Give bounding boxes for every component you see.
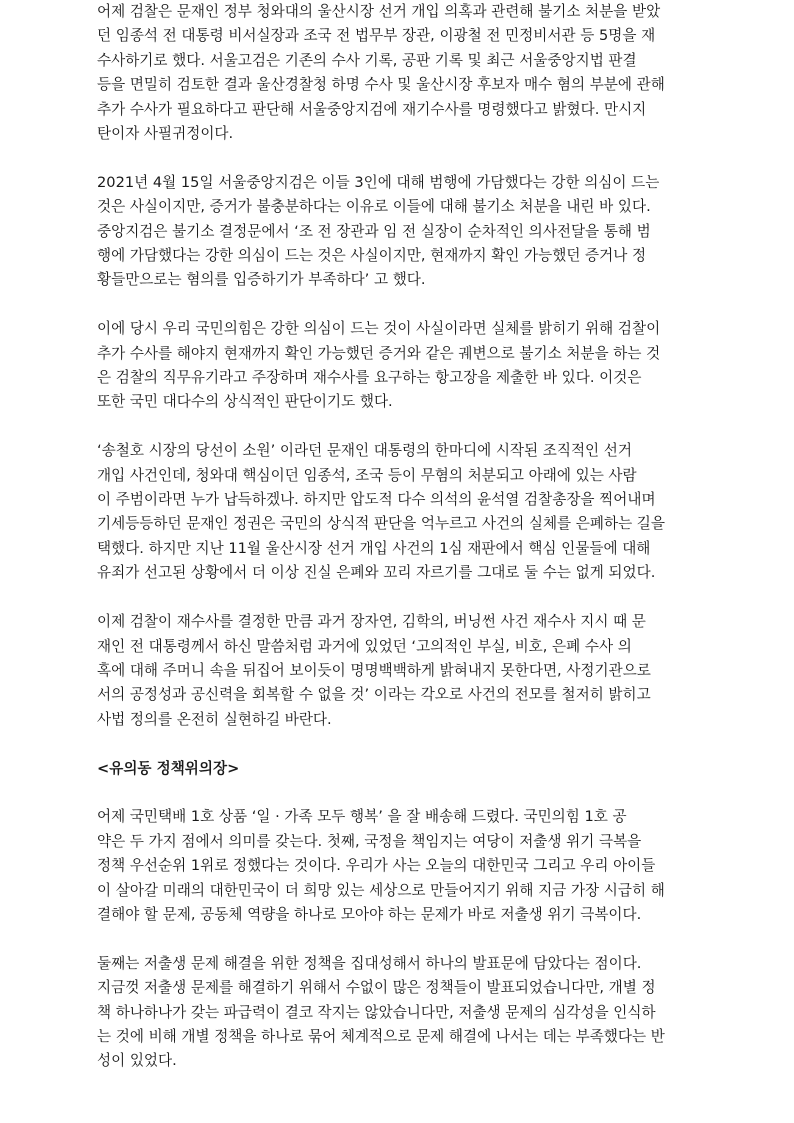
text-line: 서의 공정성과 공신력을 회복할 수 없을 것’ 이라는 각오로 사건의 전모를 철저히 밝히고 (97, 686, 651, 704)
text-line: 개입 사건인데, 청와대 핵심이던 임종석, 조국 등이 무혐의 처분되고 아래에 있는 사람 (97, 466, 637, 484)
text-line: 이 살아갈 미래의 대한민국이 더 희망 있는 세상으로 만들어지기 위해 지금 가장 시급히 해 (97, 881, 665, 899)
paragraph-1 (97, 0, 697, 146)
text-line: 어제 검찰은 문재인 정부 청와대의 울산시장 선거 개입 의혹과 관련해 불기소 처분을 받았 (97, 3, 661, 20)
paragraph-5 (97, 610, 697, 732)
text-line: 결해야 할 문제, 공동체 역량을 하나로 모아야 하는 문제가 바로 저출생 위기 극복이다. (97, 905, 642, 923)
text-line: 2021년 4월 15일 서울중앙지검은 이들 3인에 대해 범행에 가담했다는 강한 의심이 드는 (97, 173, 660, 191)
text-line: 이에 당시 우리 국민의힘은 강한 의심이 드는 것이 사실이라면 실체를 밝히기 위해 검찰이 (97, 320, 661, 338)
text-line: 황들만으로는 혐의를 입증하기가 부족하다’ 고 했다. (97, 271, 426, 289)
text-line: 약은 두 가지 점에서 의미를 갖는다. 첫째, 국정을 책임지는 여당이 저출생 위기 극복을 (97, 832, 642, 850)
text-line: 던 임종석 전 대통령 비서실장과 조국 전 법무부 장관, 이광철 전 민정비서관 등 5명을 재 (97, 27, 656, 45)
text-line: 택했다. 하지만 지난 11월 울산시장 선거 개입 사건의 1심 재판에서 핵심 인물들에 대해 (97, 539, 651, 557)
text-line: 둘째는 저출생 문제 해결을 위한 정책을 집대성해서 하나의 발표문에 담았다는 점이다. (97, 954, 642, 972)
text-line: 추가 수사가 필요하다고 판단해 서울중앙지검에 재기수사를 명령했다고 밝혔다. 만시지 (97, 100, 647, 118)
text-line: 등을 면밀히 검토한 결과 울산경찰청 하명 수사 및 울산시장 후보자 매수 혐의 부분에 관해 (97, 76, 665, 94)
text-line: 이 주범이라면 누가 납득하겠나. 하지만 압도적 다수 의석의 윤석열 검찰총장을 찍어내며 (97, 491, 656, 509)
text-line: 는 것에 비해 개별 정책을 하나로 묶어 체계적으로 문제 해결에 나서는 데는 부족했다는 반 (97, 1027, 665, 1045)
text-line: 정책 우선순위 1위로 정했다는 것이다. 우리가 사는 오늘의 대한민국 그리고 우리 아이들 (97, 857, 656, 875)
text-line: 어제 국민택배 1호 상품 ‘일 · 가족 모두 행복’ 을 잘 배송해 드렸다. 국민의힘 1호 공 (97, 808, 627, 826)
text-line: 이제 검찰이 재수사를 결정한 만큼 과거 장자연, 김학의, 버닝썬 사건 재수사 지시 때 문 (97, 613, 646, 631)
text-line: 것은 사실이지만, 증거가 불충분하다는 이유로 이들에 대해 불기소 처분을 내린 바 있다. (97, 198, 651, 216)
text-line: ‘송철호 시장의 당선이 소원’ 이라던 문재인 대통령의 한마디에 시작된 조직적인 선거 (97, 442, 632, 460)
paragraph-6 (97, 805, 697, 927)
document-body (97, 0, 697, 1074)
text-line: 탄이자 사필귀정이다. (97, 125, 234, 143)
text-line: 성이 있었다. (97, 1052, 177, 1070)
text-line: 사법 정의를 온전히 실현하길 바란다. (97, 710, 332, 728)
text-line: 또한 국민 대다수의 상식적인 판단이기도 했다. (97, 393, 393, 411)
text-line: 기세등등하던 문재인 정권은 국민의 상식적 판단을 억누르고 사건의 실체를 은폐하는 길을 (97, 515, 666, 533)
paragraph-3 (97, 317, 697, 415)
text-line: 추가 수사를 해야지 현재까지 확인 가능했던 증거와 같은 궤변으로 불기소 처분을 하는 것 (97, 344, 661, 362)
section-heading (97, 757, 697, 781)
paragraph-2 (97, 171, 697, 293)
text-line: 유죄가 선고된 상황에서 더 이상 진실 은폐와 꼬리 자르기를 그대로 둘 수는 없게 되었다. (97, 564, 656, 582)
text-line: 재인 전 대통령께서 하신 말씀처럼 과거에 있었던 ‘고의적인 부실, 비호, 은폐 수사 의 (97, 637, 632, 655)
text-line: 행에 가담했다는 강한 의심이 드는 것은 사실이지만, 현재까지 확인 가능했던 증거나 정 (97, 247, 647, 265)
text-line: 혹에 대해 주머니 속을 뒤집어 보이듯이 명명백백하게 밝혀내지 못한다면, 사정기관으로 (97, 661, 651, 679)
paragraph-4 (97, 439, 697, 585)
text-line: 책 하나하나가 갖는 파급력이 결코 작지는 않았습니다만, 저출생 문제의 심각성을 인식하 (97, 1003, 656, 1021)
text-line: 중앙지검은 불기소 결정문에서 ‘조 전 장관과 임 전 실장이 순차적인 의사전달을 통해 범 (97, 222, 651, 240)
text-line: 지금껏 저출생 문제를 해결하기 위해서 수없이 많은 정책들이 발표되었습니다만, 개별 정 (97, 979, 656, 997)
paragraph-7 (97, 952, 697, 1074)
section-heading-text: <유의동 정책위의장> (97, 759, 240, 777)
text-line: 수사하기로 했다. 서울고검은 기존의 수사 기록, 공판 기록 및 최근 서울중앙지법 판결 (97, 51, 637, 69)
text-line: 은 검찰의 직무유기라고 주장하며 재수사를 요구하는 항고장을 제출한 바 있다. 이것은 (97, 369, 642, 387)
